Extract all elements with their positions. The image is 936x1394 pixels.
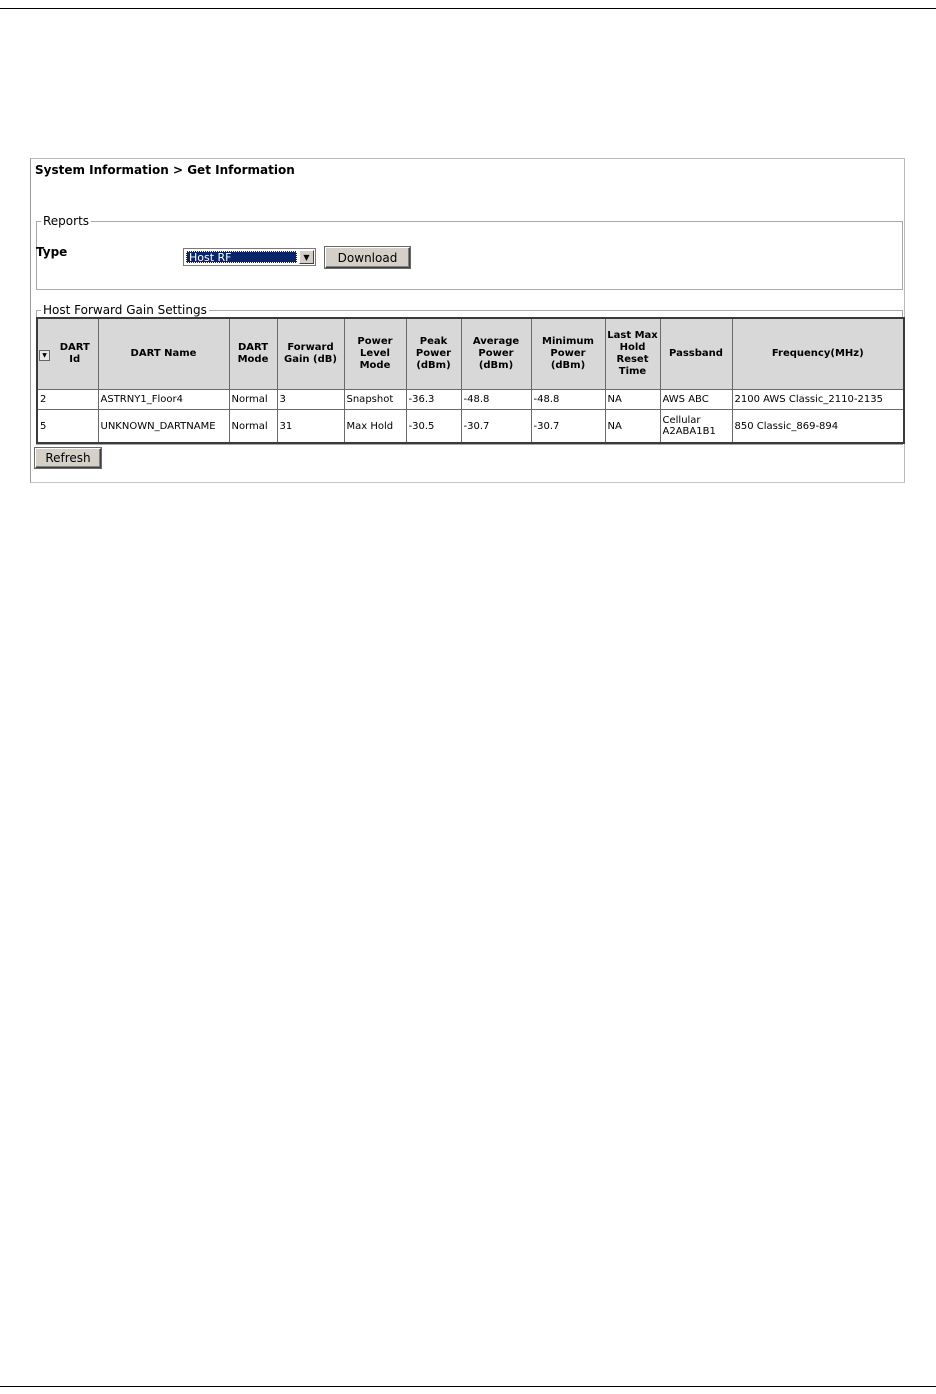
host-forward-gain-legend: Host Forward Gain Settings	[43, 303, 207, 317]
refresh-button[interactable]: Refresh	[35, 448, 101, 468]
table-row[interactable]	[37, 390, 904, 410]
cell-peak-power: -30.5	[406, 410, 461, 443]
column-header-power-level-mode[interactable]: Power Level Mode	[344, 318, 406, 390]
column-header-label: DART Id	[59, 342, 90, 365]
column-header-average-power[interactable]: Average Power (dBm)	[461, 318, 531, 390]
column-header-forward-gain[interactable]: Forward Gain (dB)	[277, 318, 344, 390]
cell-average-power: -48.8	[461, 390, 531, 410]
table-row[interactable]	[37, 410, 904, 443]
cell-dart-mode: Normal	[229, 410, 277, 443]
cell-dart-name: ASTRNY1_Floor4	[98, 390, 229, 410]
report-type-select[interactable]	[183, 248, 316, 266]
breadcrumb: System Information > Get Information	[35, 163, 295, 177]
cell-passband: AWS ABC	[660, 390, 732, 410]
cell-dart-name: UNKNOWN_DARTNAME	[98, 410, 229, 443]
column-header-dart-mode[interactable]: DART Mode	[229, 318, 277, 390]
host-forward-gain-table	[36, 317, 905, 444]
column-header-peak-power[interactable]: Peak Power (dBm)	[406, 318, 461, 390]
type-label: Type	[36, 245, 68, 259]
cell-power-level-mode: Snapshot	[344, 390, 406, 410]
chevron-down-icon[interactable]: ▼	[299, 250, 314, 264]
column-header-last-max-hold-reset-time[interactable]: Last Max Hold Reset Time	[605, 318, 660, 390]
cell-last-max-hold-reset-time: NA	[605, 390, 660, 410]
download-button[interactable]: Download	[325, 247, 410, 268]
cell-average-power: -30.7	[461, 410, 531, 443]
cell-minimum-power: -30.7	[531, 410, 605, 443]
cell-frequency: 850 Classic_869-894	[732, 410, 904, 443]
cell-dart-mode: Normal	[229, 390, 277, 410]
cell-passband: Cellular A2ABA1B1	[660, 410, 732, 443]
cell-power-level-mode: Max Hold	[344, 410, 406, 443]
cell-frequency: 2100 AWS Classic_2110-2135	[732, 390, 904, 410]
column-header-dart-name[interactable]: DART Name	[98, 318, 229, 390]
cell-minimum-power: -48.8	[531, 390, 605, 410]
reports-legend: Reports	[43, 214, 90, 228]
table-header-row	[37, 318, 904, 390]
cell-dart-id: 2	[37, 390, 98, 410]
cell-forward-gain: 3	[277, 390, 344, 410]
cell-dart-id: 5	[37, 410, 98, 443]
get-information-panel	[30, 158, 905, 483]
column-header-frequency[interactable]: Frequency(MHz)	[732, 318, 904, 390]
cell-last-max-hold-reset-time: NA	[605, 410, 660, 443]
report-type-value: Host RF	[186, 251, 297, 263]
column-header-minimum-power[interactable]: Minimum Power (dBm)	[531, 318, 605, 390]
column-header-passband[interactable]: Passband	[660, 318, 732, 390]
cell-peak-power: -36.3	[406, 390, 461, 410]
column-header-dart-id[interactable]	[37, 318, 98, 390]
bottom-rule	[0, 1386, 936, 1387]
cell-forward-gain: 31	[277, 410, 344, 443]
reports-group	[36, 214, 903, 290]
top-rule	[0, 8, 936, 9]
sort-down-icon[interactable]: ▼	[39, 350, 50, 361]
